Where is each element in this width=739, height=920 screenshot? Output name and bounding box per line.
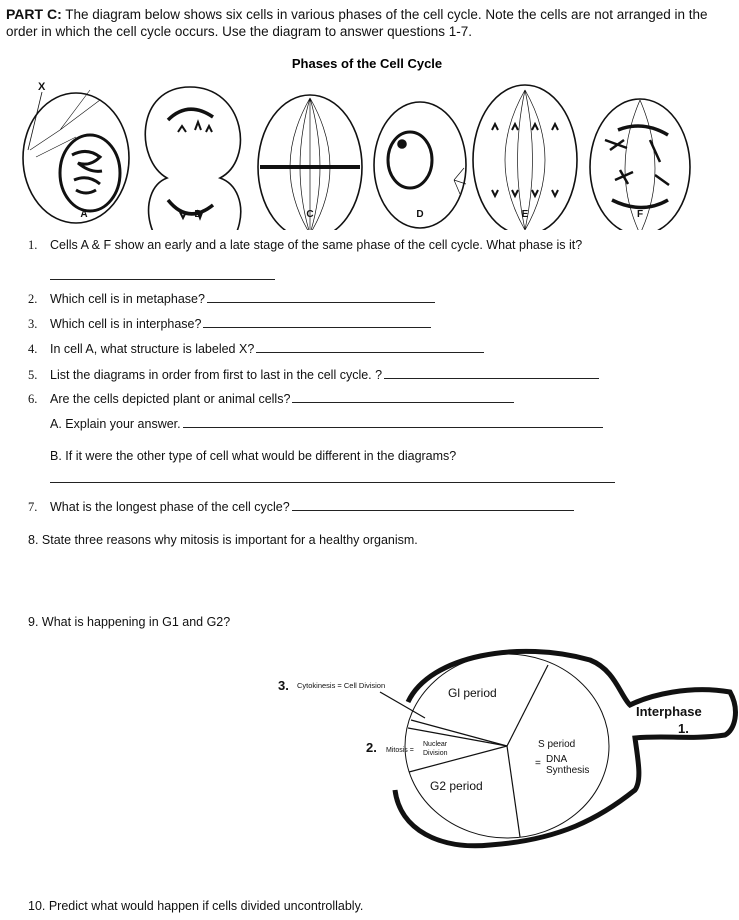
question-text: 8. State three reasons why mitosis is important for a healthy organism. (28, 533, 418, 547)
question-number: 3. (28, 317, 38, 331)
question-text: Cells A & F show an early and a late stage of the same phase of the cell cycle. What phase is it? (50, 238, 583, 252)
question-6b (50, 449, 456, 463)
s-label: S period (538, 739, 576, 750)
intro-paragraph (6, 6, 736, 40)
question-text: List the diagrams in order from first to last in the cell cycle. ? (50, 368, 383, 382)
answer-line-4[interactable] (256, 341, 484, 353)
answer-line-1[interactable] (50, 279, 275, 280)
g2-label: G2 period (430, 779, 483, 793)
question-text: 10. Predict what would happen if cells divided uncontrollably. (28, 899, 364, 913)
s-equals: = (535, 758, 541, 769)
question-number: 7. (28, 500, 38, 514)
question-2 (28, 291, 435, 307)
question-10 (28, 899, 363, 913)
cell-phases-figure (0, 50, 739, 230)
cytokinesis-label: Cytokinesis = Cell Division (297, 681, 386, 690)
question-text: In cell A, what structure is labeled X? (50, 342, 255, 356)
cell-cycle-diagram (270, 640, 739, 870)
g1-label: Gl period (448, 686, 497, 700)
cell-b (145, 87, 240, 230)
question-3 (28, 316, 431, 332)
question-7 (28, 499, 574, 515)
x-label: X (38, 81, 46, 93)
synthesis-label: Synthesis (546, 765, 590, 776)
question-text: Which cell is in metaphase? (50, 292, 205, 306)
question-number: 2. (28, 292, 38, 306)
answer-line-3[interactable] (203, 316, 431, 328)
answer-line-6[interactable] (292, 391, 514, 403)
question-4 (28, 341, 484, 357)
cytokinesis-number: 3. (278, 678, 289, 693)
question-number: 1. (28, 238, 38, 252)
cell-label-d: D (416, 209, 424, 220)
answer-line-2[interactable] (207, 291, 435, 303)
question-6a (50, 416, 603, 431)
question-text: What is the longest phase of the cell cycle? (50, 500, 290, 514)
question-5 (28, 367, 599, 383)
answer-line-5[interactable] (384, 367, 599, 379)
question-9 (28, 615, 230, 629)
question-number: 4. (28, 342, 38, 356)
question-text: B. If it were the other type of cell what would be different in the diagrams? (50, 449, 457, 463)
question-8 (28, 533, 418, 547)
question-6 (28, 391, 514, 407)
cell-a (23, 90, 129, 223)
mitosis-number: 2. (366, 740, 377, 755)
cell-label-a: A (80, 209, 88, 220)
part-label: PART C: (6, 6, 62, 22)
question-text: Which cell is in interphase? (50, 317, 202, 331)
question-number: 6. (28, 392, 38, 406)
cell-label-f: F (636, 209, 644, 220)
question-text: A. Explain your answer. (50, 417, 181, 431)
answer-line-6a[interactable] (183, 416, 603, 428)
answer-line-7[interactable] (292, 499, 574, 511)
nuclear-label: Nuclear (423, 741, 448, 748)
cell-label-e: E (521, 209, 529, 220)
answer-line-6b[interactable] (50, 482, 615, 483)
dna-label: DNA (546, 754, 568, 765)
interphase-label: Interphase (636, 704, 702, 719)
interphase-number: 1. (678, 721, 689, 736)
question-number: 5. (28, 368, 38, 382)
question-1 (28, 238, 582, 253)
cell-label-b: B (194, 209, 202, 220)
mitosis-label: Mitosis = (386, 747, 414, 754)
intro-text: The diagram below shows six cells in various phases of the cell cycle. Note the cells are not arranged in the order in which the cell cycle occurs. Use the diagram to answer questions 1-7. (6, 7, 708, 39)
figure-title: Phases of the Cell Cycle (291, 56, 443, 71)
question-text: Are the cells depicted plant or animal cells? (50, 392, 291, 406)
question-text: 9. What is happening in G1 and G2? (28, 615, 231, 629)
division-label: Division (423, 750, 448, 757)
cell-label-c: C (306, 209, 314, 220)
